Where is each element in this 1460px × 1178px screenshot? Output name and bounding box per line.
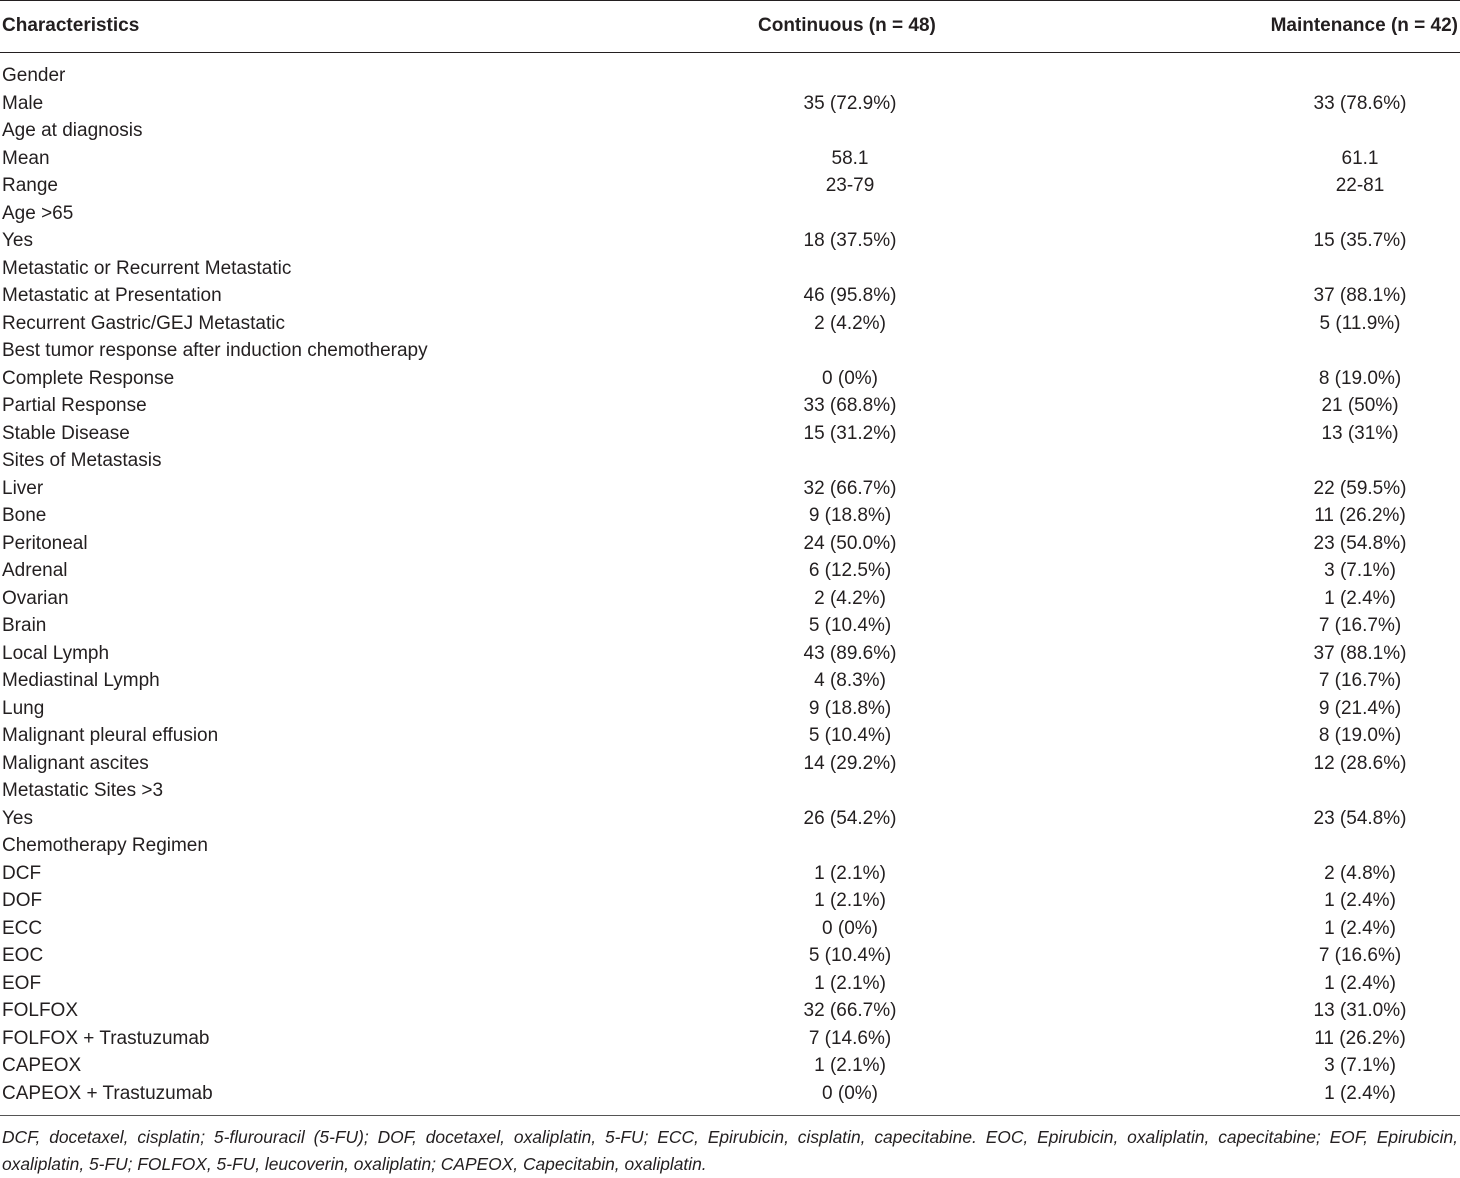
row-label: Recurrent Gastric/GEJ Metastatic — [2, 312, 285, 334]
bottom-rule — [0, 1115, 1460, 1116]
continuous-value: 32 (66.7%) — [803, 1000, 897, 1021]
maintenance-value: 1 (2.4%) — [1324, 1082, 1396, 1104]
maintenance-value: 21 (50%) — [1321, 395, 1399, 416]
table-row — [0, 420, 1460, 448]
continuous-value: 33 (68.8%) — [803, 395, 897, 416]
table-row — [0, 860, 1460, 888]
maintenance-value: 2 (4.8%) — [1324, 862, 1396, 884]
maintenance-value: 8 (19.0%) — [1318, 367, 1402, 389]
row-label: Mean — [2, 147, 50, 169]
table-row — [0, 145, 1460, 173]
table-row — [0, 1052, 1460, 1080]
maintenance-value: 13 (31.0%) — [1313, 1000, 1407, 1021]
continuous-value: 1 (2.1%) — [814, 890, 886, 911]
row-label: FOLFOX — [2, 1000, 79, 1021]
continuous-value: 58.1 — [831, 147, 869, 169]
row-label: Age at diagnosis — [2, 120, 143, 141]
maintenance-value: 9 (21.4%) — [1318, 697, 1402, 719]
row-label: Metastatic Sites >3 — [2, 780, 164, 801]
header-maintenance: Maintenance (n = 42) — [1270, 15, 1458, 36]
continuous-value: 26 (54.2%) — [803, 807, 897, 829]
maintenance-value: 11 (26.2%) — [1314, 1027, 1406, 1049]
row-label: Adrenal — [2, 560, 68, 581]
maintenance-value: 37 (88.1%) — [1313, 285, 1407, 306]
table-row — [0, 997, 1460, 1025]
table-row — [0, 227, 1460, 255]
maintenance-value: 11 (26.2%) — [1314, 505, 1406, 526]
maintenance-value: 1 (2.4%) — [1324, 587, 1396, 609]
continuous-value: 18 (37.5%) — [803, 230, 897, 251]
row-label: Liver — [2, 477, 44, 499]
row-label: Ovarian — [2, 587, 69, 609]
continuous-value: 5 (10.4%) — [808, 725, 892, 746]
header-continuous: Continuous (n = 48) — [758, 15, 936, 36]
table-row — [0, 530, 1460, 558]
row-label: EOF — [2, 972, 42, 994]
row-label: DOF — [2, 890, 43, 911]
continuous-value: 43 (89.6%) — [803, 642, 897, 664]
continuous-value: 0 (0%) — [822, 1082, 878, 1104]
maintenance-value: 3 (7.1%) — [1324, 560, 1396, 581]
row-label: Partial Response — [2, 395, 147, 416]
row-label: Complete Response — [2, 367, 175, 389]
maintenance-value: 22 (59.5%) — [1313, 477, 1407, 499]
row-label: Malignant pleural effusion — [2, 725, 219, 746]
continuous-value: 23-79 — [825, 175, 875, 196]
table-row — [0, 1025, 1460, 1053]
table-row — [0, 392, 1460, 420]
header-rule — [0, 52, 1460, 53]
continuous-value: 9 (18.8%) — [808, 697, 892, 719]
maintenance-value: 5 (11.9%) — [1319, 312, 1401, 334]
continuous-value: 6 (12.5%) — [808, 560, 892, 581]
table-row — [0, 915, 1460, 943]
continuous-value: 15 (31.2%) — [803, 422, 897, 444]
table-row — [0, 62, 1460, 90]
maintenance-value: 61.1 — [1341, 147, 1379, 169]
row-label: Brain — [2, 615, 47, 636]
continuous-value: 9 (18.8%) — [808, 505, 892, 526]
row-label: Metastatic at Presentation — [2, 285, 222, 306]
table-row — [0, 695, 1460, 723]
table-row — [0, 365, 1460, 393]
header-characteristics: Characteristics — [2, 15, 140, 36]
table-row — [0, 90, 1460, 118]
row-label: DCF — [2, 862, 42, 884]
table-row — [0, 970, 1460, 998]
maintenance-value: 1 (2.4%) — [1324, 917, 1396, 939]
table-row — [0, 117, 1460, 145]
maintenance-value: 7 (16.7%) — [1318, 615, 1402, 636]
continuous-value: 0 (0%) — [822, 917, 878, 939]
table-row — [0, 832, 1460, 860]
row-label: Stable Disease — [2, 422, 130, 444]
table-row — [0, 887, 1460, 915]
table-row — [0, 612, 1460, 640]
continuous-value: 0 (0%) — [822, 367, 878, 389]
continuous-value: 2 (4.2%) — [814, 587, 886, 609]
maintenance-value: 7 (16.6%) — [1318, 945, 1402, 966]
continuous-value: 24 (50.0%) — [803, 532, 897, 554]
maintenance-value: 23 (54.8%) — [1313, 807, 1407, 829]
maintenance-value: 15 (35.7%) — [1313, 230, 1407, 251]
continuous-value: 46 (95.8%) — [803, 285, 897, 306]
table-row — [0, 777, 1460, 805]
row-label: Gender — [2, 65, 66, 86]
row-label: Mediastinal Lymph — [2, 670, 160, 691]
row-label: Chemotherapy Regimen — [2, 835, 208, 856]
row-label: EOC — [2, 945, 44, 966]
table-row — [0, 447, 1460, 475]
row-label: Yes — [2, 807, 33, 829]
maintenance-value: 8 (19.0%) — [1318, 725, 1402, 746]
continuous-value: 5 (10.4%) — [808, 945, 892, 966]
row-label: CAPEOX + Trastuzumab — [2, 1082, 213, 1104]
continuous-value: 35 (72.9%) — [803, 92, 897, 114]
row-label: Metastatic or Recurrent Metastatic — [2, 257, 292, 279]
table-header — [0, 0, 1460, 52]
maintenance-value: 1 (2.4%) — [1324, 972, 1396, 994]
row-label: Age >65 — [2, 202, 74, 224]
table-row — [0, 557, 1460, 585]
row-label: Malignant ascites — [2, 752, 149, 774]
table-row — [0, 805, 1460, 833]
maintenance-value: 1 (2.4%) — [1324, 890, 1396, 911]
row-label: Local Lymph — [2, 642, 110, 664]
row-label: CAPEOX — [2, 1055, 82, 1076]
table-row — [0, 750, 1460, 778]
maintenance-value: 37 (88.1%) — [1313, 642, 1407, 664]
row-label: Range — [2, 175, 58, 196]
table-row — [0, 1080, 1460, 1108]
table-row — [0, 200, 1460, 228]
row-label: Best tumor response after induction chemotherapy — [2, 340, 428, 361]
table-row — [0, 942, 1460, 970]
continuous-value: 5 (10.4%) — [808, 615, 892, 636]
continuous-value: 2 (4.2%) — [814, 312, 886, 334]
continuous-value: 1 (2.1%) — [814, 972, 886, 994]
table-row — [0, 310, 1460, 338]
maintenance-value: 23 (54.8%) — [1313, 532, 1407, 554]
maintenance-value: 33 (78.6%) — [1313, 92, 1407, 114]
row-label: Yes — [2, 230, 33, 251]
continuous-value: 1 (2.1%) — [814, 1055, 886, 1076]
continuous-value: 32 (66.7%) — [803, 477, 897, 499]
maintenance-value: 13 (31%) — [1321, 422, 1399, 444]
table-row — [0, 475, 1460, 503]
row-label: Peritoneal — [2, 532, 88, 554]
maintenance-value: 7 (16.7%) — [1318, 670, 1402, 691]
table-row — [0, 722, 1460, 750]
continuous-value: 4 (8.3%) — [814, 670, 886, 691]
maintenance-value: 12 (28.6%) — [1313, 752, 1407, 774]
row-label: FOLFOX + Trastuzumab — [2, 1027, 210, 1049]
continuous-value: 14 (29.2%) — [803, 752, 897, 774]
continuous-value: 1 (2.1%) — [814, 862, 886, 884]
row-label: Lung — [2, 697, 45, 719]
table-body — [0, 62, 1460, 1107]
maintenance-value: 3 (7.1%) — [1324, 1055, 1396, 1076]
table-row — [0, 255, 1460, 283]
table-row — [0, 172, 1460, 200]
continuous-value: 7 (14.6%) — [808, 1027, 892, 1049]
row-label: Male — [2, 92, 44, 114]
table-row — [0, 337, 1460, 365]
table-row — [0, 282, 1460, 310]
table-row — [0, 640, 1460, 668]
table-row — [0, 502, 1460, 530]
table-footnote: DCF, docetaxel, cisplatin; 5-flurouracil (5-FU); DOF, docetaxel, oxaliplatin, 5-FU; ECC, Epirubicin, cisplatin, capecitabine. EOC, Epirubicin, oxaliplatin, capecitabine; EOF, Epirubicin, oxaliplatin, 5-FU; FOLFOX, 5-FU, leucoverin, oxaliplatin; CAPEOX, Capecitabin, oxaliplatin. — [2, 1127, 1458, 1174]
row-label: Bone — [2, 505, 47, 526]
table-row — [0, 585, 1460, 613]
row-label: Sites of Metastasis — [2, 450, 162, 471]
row-label: ECC — [2, 917, 43, 939]
table-row — [0, 667, 1460, 695]
maintenance-value: 22-81 — [1335, 175, 1385, 196]
